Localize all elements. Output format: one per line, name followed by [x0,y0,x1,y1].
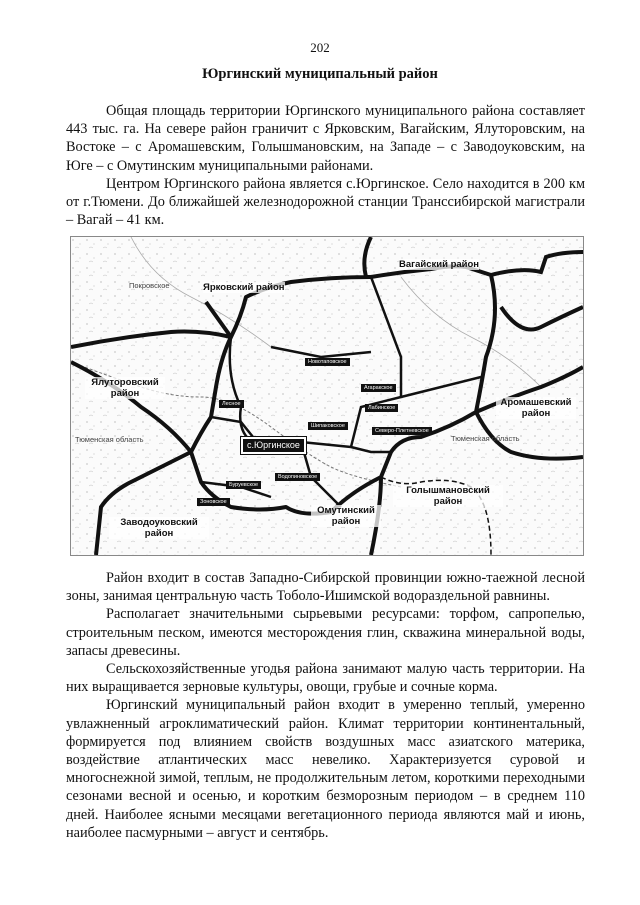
district-label-yarkovsky: Ярковский район [203,282,285,293]
village-label: Шипаковское [308,422,348,430]
village-label: Водопиновское [275,473,320,481]
village-label: Лесное [219,400,244,408]
center-label-yurginskoe: с.Юргинское [241,437,306,454]
village-label: Лабинское [365,404,398,412]
paragraph: Располагает значительными сырьевыми ресурсами: торфом, сапропелью, строительным песком, имеются месторождения глин, скважина минеральной воды, запасы древесины. [66,606,585,659]
district-label-vagaisky: Вагайский район [399,259,480,270]
village-label: Зоновское [197,498,230,506]
minor-label-pokrovskoe: Покровское [129,281,170,290]
paragraph: Сельскохозяйственные угодья района занимают малую часть территории. На них выращивается зерновые культуры, овощи, грубые и сочные корма. [66,661,585,696]
paragraph: Центром Юргинского района является с.Юргинское. Село находится в 200 км от г.Тюмени. До ближайшей железнодорожной станции Транссибирской магистрали – Вагай – 41 км. [66,175,585,229]
district-map [70,236,584,556]
paragraph: Общая площадь территории Юргинского муниципального района составляет 443 тыс. га. На севере район граничит с Ярковским, Вагайским, Ялуторовским, на Востоке – с Аромашевским, Голышмановским, на Западе – с Заводоуковским, на Юге – с Омутинским муниципальными районами. [66,103,585,174]
district-label-yalutorovsky: Ялуторовский район [85,377,165,399]
body-text [66,569,585,842]
village-label: Агаракское [361,384,396,392]
village-label: Буруевское [226,481,261,489]
village-label: Северо-Плетневское [372,427,432,435]
district-label-golyshmanovsky: Голышмановский район [393,485,503,507]
district-label-aromashevsky: Аромашевский район [496,397,576,419]
intro-text [66,102,585,229]
page-number: 202 [310,40,330,55]
district-label-omutinsky: Омутинский район [311,505,381,527]
paragraph: Район входит в состав Западно-Сибирской провинции южно-таежной лесной зоны, занимая центральную часть Тоболо-Ишимской водораздельной равнины. [66,570,585,605]
minor-label-tyumen-oblast: Тюменская область [75,435,144,444]
district-label-zavodoukovsky: Заводоуковский район [109,517,209,539]
page-title: Юргинский муниципальный район [202,66,438,82]
village-label: Новотаповское [305,358,350,366]
paragraph: Юргинский муниципальный район входит в умеренно теплый, умеренно увлажненный агроклиматический район. Климат территории континентальный, формируется под влиянием свойств воздушных масс азиатского материка, воздействие атлантических масс невелико. Характеризуется суровой и многоснежной зимой, теплым, не продолжительным летом, короткими переходными сезонами весной и осенью, и коротким безморозным периодом – в среднем 110 дней. Наиболее ясными месяцами вегетационного периода являются май и июнь, наиболее пасмурными – август и сентябрь. [66,697,585,841]
minor-label-tyumen-oblast-2: Тюменская область [451,434,520,443]
